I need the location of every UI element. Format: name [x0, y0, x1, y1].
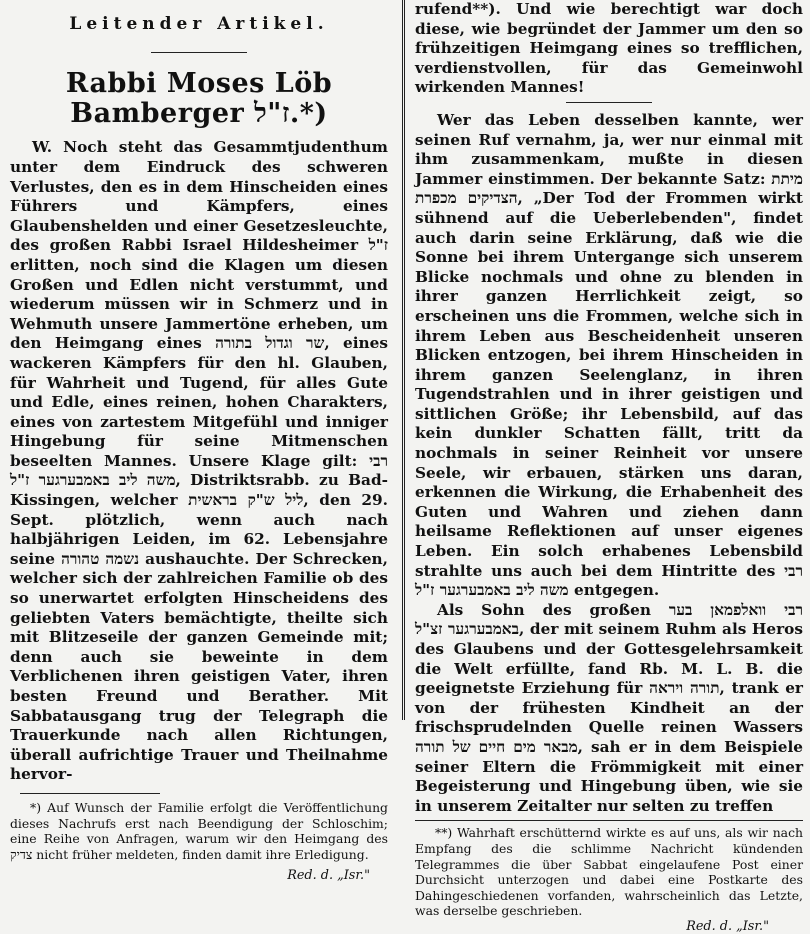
footnote-rule-right [415, 820, 803, 821]
article-body-right-p3: Als Sohn des großen רבי וואלפמאן בער באמבערגער זצ"ל, der mit seinem Ruhm als Heros des Glaubens und der Gottesgelehrsamkeit die Welt erfüllte, fand Rb. M. L. B. die geeignetste Erziehung für תורה ויראה, trank er von der frühesten Kindheit an der frischsprudelnden Quelle reinen Wassers מבאר מים חיים של תורה, sah er in dem Beispiele seiner Eltern die Frömmigkeit mit einer Begeisterung und Hingebung üben, wie sie in unserem Zeitalter nur selten zu treffen [415, 600, 803, 815]
signature-right: Red. d. „Isr." [686, 918, 769, 934]
article-body-right-p1: rufend**). Und wie berechtigt war doch diese, wie begründet der Jammer um den so frühzeitigen Heimgang eines so trefflichen, verdienstvollen, für das Gemeinwohl wirkenden Mannes! [415, 0, 803, 97]
footnote-rule-left [20, 793, 160, 794]
paragraph-rule [566, 102, 652, 103]
footnote-left: *) Auf Wunsch der Familie erfolgt die Veröffentlichung dieses Nachrufs erst nach Beendigung der Schloschim; eine Reihe von Anfragen, warum wir den Heimgang des צדיק nicht früher meldeten, finden damit ihre Erledigung. [10, 799, 388, 862]
footnote-right: **) Wahrhaft erschütternd wirkte es auf uns, als wir nach Empfang des die schlimme Nachricht kündenden Telegrammes die über Sabbat eingelaufene Post einer Durchsicht unterzogen und dabei eine Postkarte des Dahingeschiedenen vorfanden, wahrscheinlich das Letzte, was derselbe geschrieben. [415, 825, 803, 919]
column-divider [402, 0, 405, 720]
article-body-left: W. Noch steht das Gesammtjudenthum unter dem Eindruck des schweren Verlustes, den es in dem Hinscheiden eines Führers und Kämpfers, eines Glaubenshelden und einer Gesetzesleuchte, des großen Rabbi Israel Hildesheimer ז"ל erlitten, noch sind die Klagen um diesen Großen und Edlen nicht verstummt, und wiederum müssen wir in Schmerz und in Wehmuth unsere Jammertöne erheben, um den Heimgang eines שר וגדול בתורה, eines wackeren Kämpfers für den hl. Glauben, für Wahrheit und Tugend, für alles Gute und Edle, eines reinen, hohen Charakters, eines von zartestem Mitgefühl und inniger Hingebung für seine Mitmenschen beseelten Mannes. Unsere Klage gilt: רבי משה ליב באמבערגער ז"ל, Distriktsrabb. zu Bad-Kissingen, welcher ליל ש"ק בראשית, den 29. Sept. plötzlich, wenn auch nach halbjährigen Leiden, im 62. Lebensjahre seine נשמה טהורה aushauchte. Der Schrecken, welcher sich der zahlreichen Familie ob des so unerwartet erfolgten Hinscheidens des geliebten Vaters bemächtigte, theilte sich mit Blitzeseile der ganzen Gemeinde mit; denn auch sie beweinte in dem Verblichenen ihren geistigen Vater, ihren besten Freund und Berather. Mit Sabbatausgang trug der Telegraph die Trauerkunde nach allen Richtungen, überall aufrichtige Trauer und Theilnahme hervor- [10, 138, 388, 784]
left-column [0, 0, 400, 884]
right-column [409, 0, 809, 934]
article-body-right-p2: Wer das Leben desselben kannte, wer seinen Ruf vernahm, ja, wer nur einmal mit ihm zusammenkam, mußte in diesen Jammer einstimmen. Der bekannte Satz: מיתת הצדיקים מכפרת, „Der Tod der Frommen wirkt sühnend auf die Ueberlebenden", findet auch darin seine Erklärung, daß wie die Sonne bei ihrem Untergange sich unserem Blicke nochmals und ohne zu blenden in ihrer ganzen Herrlichkeit zeigt, so erscheinen uns die Frommen, welche sich in ihrem Leben aus Bescheidenheit unseren Blicken entzogen, bei ihrem Hinscheiden in ihrem ganzen Seelenglanz, in ihren Tugendstrahlen und in ihrer geistigen und sittlichen Größe; ihr Lebensbild, auf das kein dunkler Schatten fällt, tritt da nochmals in seiner Reinheit vor unsere Seele, wir erbauen, stärken uns daran, erkennen die Wirkung, die Erhabenheit des Guten und Wahren und ziehen dann heilsame Reflektionen auf unser eigenes Leben. Ein solch erhabenes Lebensbild strahlte uns auch bei dem Hintritte des רבי משה ליב באמבערגער ז"ל entgegen. [415, 110, 803, 600]
article-title: Rabbi Moses Löb Bamberger ז"ל.*) [65, 68, 333, 129]
signature-left: Red. d. „Isr." [287, 868, 370, 884]
heading-rule [151, 52, 247, 53]
section-heading: Leitender Artikel. [69, 14, 329, 34]
